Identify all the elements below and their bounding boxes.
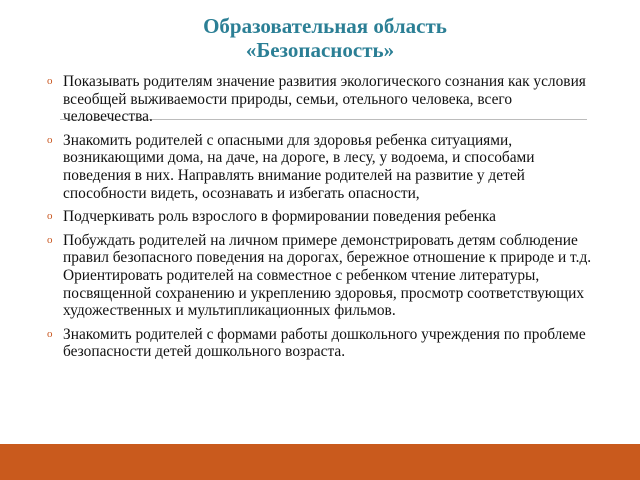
footer-bar xyxy=(0,444,640,480)
list-item xyxy=(43,208,603,226)
slide-title xyxy=(0,14,640,62)
list-item-text: Знакомить родителей с формами работы дошкольного учреждения по проблеме безопасности детей дошкольного возраста. xyxy=(63,325,586,361)
list-item xyxy=(43,132,603,202)
bullet-icon: o xyxy=(47,233,53,246)
bullet-icon: o xyxy=(47,327,53,340)
list-item-text: Подчеркивать роль взрослого в формировании поведения ребенка xyxy=(63,208,496,226)
bullet-icon: o xyxy=(47,133,53,146)
title-line-2: «Безопасность» xyxy=(245,38,395,62)
bullet-list xyxy=(43,73,603,367)
list-item xyxy=(43,73,603,126)
list-item-text: Знакомить родителей с опасными для здоровья ребенка ситуациями, возникающими дома, на даче, на дороге, в лесу, у водоема, и способами поведения в них. Направлять внимание родителей на развитие у детей способности видеть, осознавать и избегать опасности, xyxy=(63,131,535,202)
list-item-text: Побуждать родителей на личном примере демонстрировать детям соблюдение правил безопасного поведения на дорогах, бережное отношение к природе и т.д. Ориентировать родителей на совместное с ребенком чтение литературы, посвященной сохранению и укреплению здоровья, просмотр соответствующих художественных и мультипликационных фильмов. xyxy=(63,231,592,320)
title-line-1: Образовательная область xyxy=(203,14,447,38)
list-item-text: Показывать родителям значение развития экологического сознания как условия всеобщей выживаемости природы, семьи, отельного человека, всего человечества. xyxy=(63,73,586,126)
list-item xyxy=(43,232,603,320)
list-item xyxy=(43,326,603,361)
bullet-icon: o xyxy=(47,75,53,87)
bullet-icon: o xyxy=(47,210,53,223)
